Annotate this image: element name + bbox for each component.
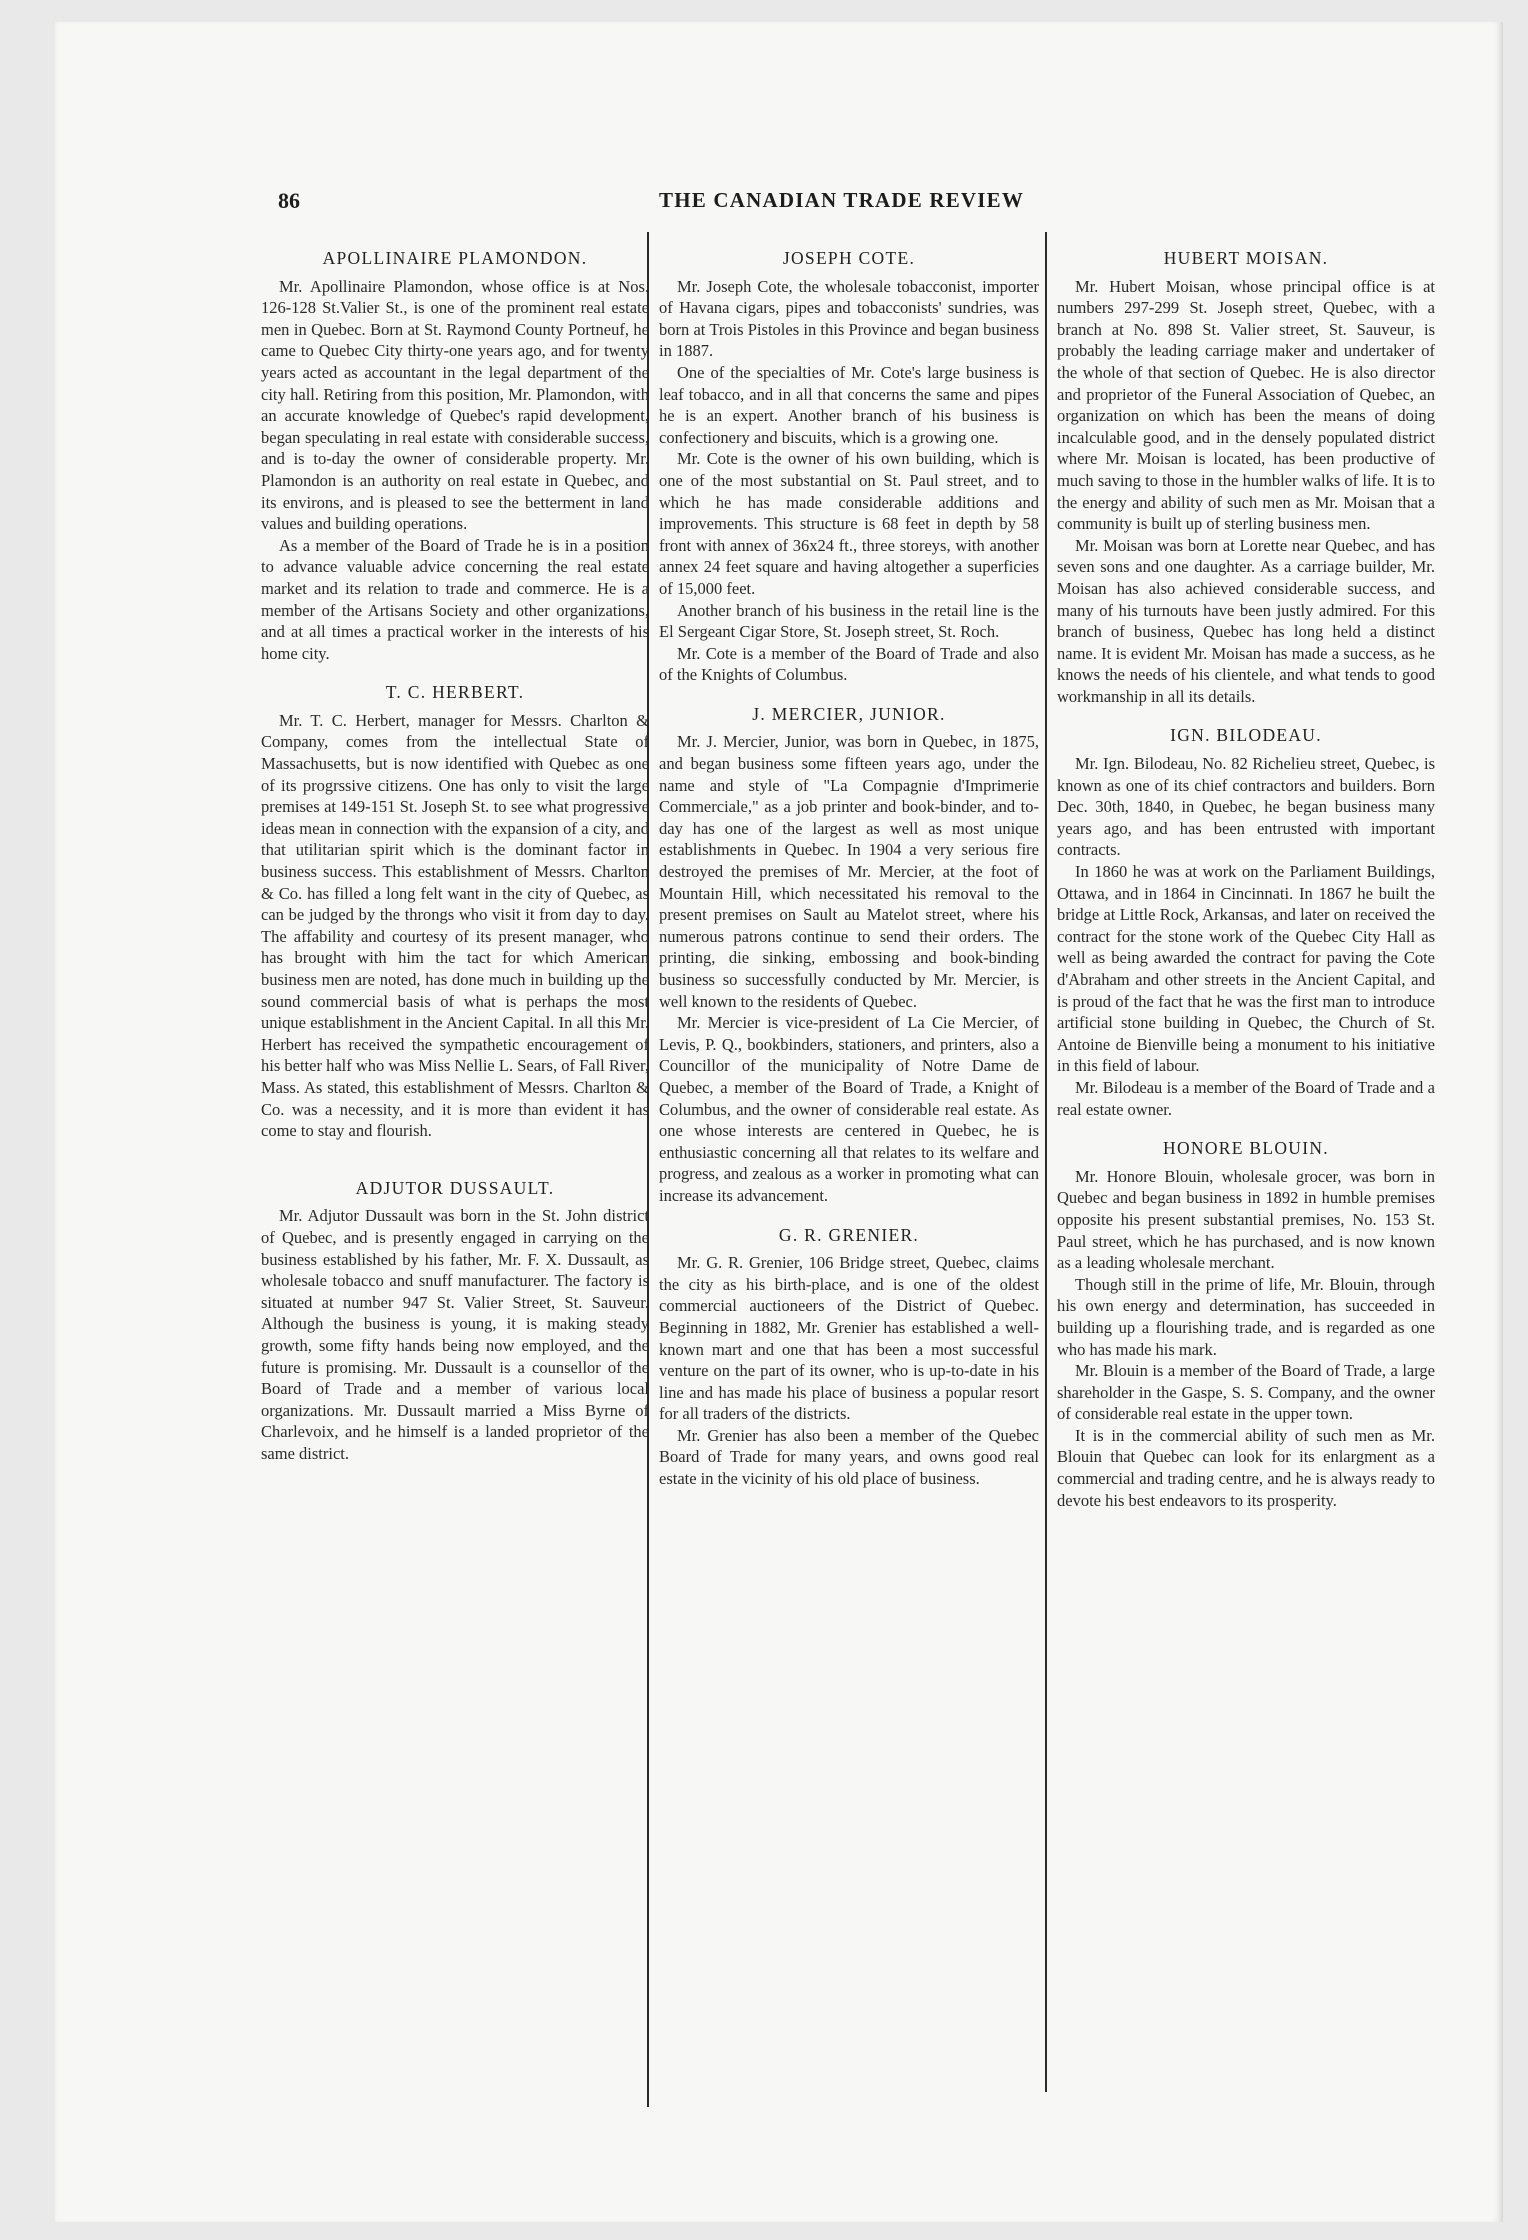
article-plamondon <box>261 248 649 664</box>
article-paragraph: Mr. Joseph Cote, the wholesale tobacconist, importer of Havana cigars, pipes and tobacconists' sundries, was born at Trois Pistoles in this Province and began business in 1887. <box>659 276 1039 361</box>
article-heading: ADJUTOR DUSSAULT. <box>355 1177 555 1198</box>
article-paragraph: Mr. Cote is the owner of his own building, which is one of the most substantial on St. Paul street, and to which he has made considerable additions and improvements. This structure is 68 feet in depth by 58 front with annex of 36x24 ft., three storeys, with another annex 24 feet square and having altogether a superficies of 15,000 feet. <box>659 449 1039 598</box>
column-1 <box>261 248 649 1482</box>
article-paragraph: Mr. Blouin is a member of the Board of Trade, a large shareholder in the Gaspe, S. S. Company, and the owner of considerable real estate in the upper town. <box>1057 1361 1435 1424</box>
article-paragraph: Though still in the prime of life, Mr. Blouin, through his own energy and determination, has succeeded in building up a flourishing trade, and is regarded as one who has made his mark. <box>1057 1274 1435 1359</box>
article-heading: T. C. HERBERT. <box>385 682 525 703</box>
article-paragraph: Mr. Mercier is vice-president of La Cie Mercier, of Levis, P. Q., bookbinders, stationers, and printers, also a Councillor of the municipality of Notre Dame de Quebec, a member of the Board of Trade, a Knight of Columbus, and the owner of considerable real estate. As one whose interests are centered in Quebec, he is enthusiastic concerning all that relates to its welfare and progress, and zealous as a worker in promoting what can increase its advancement. <box>659 1013 1039 1205</box>
article-paragraph: Mr. J. Mercier, Junior, was born in Quebec, in 1875, and began business some fifteen years ago, under the name and style of "La Compagnie d'Imprimerie Commerciale," as a job printer and book-binder, and to-day has one of the largest as well as most unique establishments in Quebec. In 1904 a very serious fire destroyed the premises of Mr. Mercier, at the foot of Mountain Hill, which necessitated his removal to the present premises on Sault au Matelot street, where his numerous patrons continue to send their orders. The printing, die sinking, embossing and book-binding business so successfully conducted by Mr. Mercier, is well known to the residents of Quebec. <box>659 732 1039 1011</box>
article-herbert <box>261 682 649 1141</box>
article-paragraph: Another branch of his business in the retail line is the El Sergeant Cigar Store, St. Joseph street, St. Roch. <box>659 600 1039 642</box>
article-paragraph: Mr. Honore Blouin, wholesale grocer, was born in Quebec and began business in 1892 in humble premises opposite his present substantial premises, No. 153 St. Paul street, which he has purchased, and is now known as a leading wholesale merchant. <box>1057 1166 1435 1273</box>
article-moisan <box>1057 248 1435 707</box>
newspaper-page <box>53 22 1503 2222</box>
article-mercier <box>659 704 1039 1207</box>
running-head: THE CANADIAN TRADE REVIEW <box>659 188 1025 212</box>
article-grenier <box>659 1225 1039 1490</box>
article-heading: JOSEPH COTE. <box>782 248 916 268</box>
column-3 <box>1057 248 1435 1529</box>
article-heading: HUBERT MOISAN. <box>1163 248 1329 268</box>
article-paragraph: Mr. T. C. Herbert, manager for Messrs. Charlton & Company, comes from the intellectual State of Massachusetts, but is now identified with Quebec as one of its progrssive citizens. One has only to visit the large premises at 149-151 St. Joseph St. to see what progressive ideas mean in connection with the expansion of a city, and that utilitarian spirit which is the dominant factor in business success. This establishment of Messrs. Charlton & Co. has filled a long felt want in the city of Quebec, as can be judged by the throngs who visit it from day to day. The affability and courtesy of its present manager, who has brought with him the tact for which American business men are noted, has done much in building up the sound commercial basis of what is perhaps the most unique establishment in the Ancient Capital. In all this Mr. Herbert has received the sympathetic encouragement of his better half who was Miss Nellie L. Sears, of Fall River, Mass. As stated, this establishment of Messrs. Charlton & Co. was a necessity, and it is more than evident it has come to stay and flourish. <box>261 710 649 1141</box>
article-paragraph: Mr. Moisan was born at Lorette near Quebec, and has seven sons and one daughter. As a carriage builder, Mr. Moisan has also achieved considerable success, and many of his turnouts have been justly admired. For this branch of business, Quebec has long held a distinct name. It is evident Mr. Moisan has made a success, as he knows the needs of his clientele, and what tends to good workmanship in all its details. <box>1057 535 1435 706</box>
page-number: 86 <box>278 188 300 213</box>
article-heading: IGN. BILODEAU. <box>1170 725 1322 746</box>
article-paragraph: Mr. Ign. Bilodeau, No. 82 Richelieu street, Quebec, is known as one of its chief contractors and builders. Born Dec. 30th, 1840, in Quebec, he began business many years ago, and has been entrusted with important contracts. <box>1057 754 1435 860</box>
article-paragraph: Mr. Adjutor Dussault was born in the St. John district of Quebec, and is presently engaged in carrying on the business established by his father, Mr. F. X. Dussault, as wholesale tobacco and snuff manufacturer. The factory is situated at number 947 St. Valier Street, St. Sauveur. Although the business is young, it is making steady growth, some fifty hands being now employed, and the future is promising. Mr. Dussault is a counsellor of the Board of Trade and a member of various local organizations. Mr. Dussault married a Miss Byrne of Charlevoix, and he himself is a landed proprietor of the same district. <box>261 1206 649 1463</box>
article-paragraph: It is in the commercial ability of such men as Mr. Blouin that Quebec can look for its enlargment as a commercial and trading centre, and he is always ready to devote his best endeavors to its prosperity. <box>1057 1425 1435 1510</box>
column-rule <box>1045 232 1047 2092</box>
article-cote <box>659 248 1039 686</box>
article-paragraph: In 1860 he was at work on the Parliament Buildings, Ottawa, and in 1864 in Cincinnati. In 1867 he built the bridge at Little Rock, Arkansas, and later on received the contract for the stone work of the Quebec City Hall as well as being awarded the contract for paving the Cote d'Abraham and other streets in the Ancient Capital, and is proud of the fact that he was the first man to introduce artificial stone building in Quebec, the Church of St. Antoine de Bienville being a monument to his initiative in this field of labour. <box>1057 862 1435 1076</box>
article-heading: HONORE BLOUIN. <box>1163 1138 1329 1159</box>
article-paragraph: Mr. Bilodeau is a member of the Board of Trade and a real estate owner. <box>1057 1077 1435 1119</box>
column-2 <box>659 248 1039 1508</box>
article-blouin <box>1057 1138 1435 1511</box>
article-heading: G. R. GRENIER. <box>778 1224 920 1245</box>
article-paragraph: One of the specialties of Mr. Cote's large business is leaf tobacco, and in all that concerns the same and pipes he is an expert. Another branch of his business is confectionery and biscuits, which is a growing one. <box>659 362 1039 447</box>
article-paragraph: Mr. Cote is a member of the Board of Trade and also of the Knights of Columbus. <box>659 643 1039 685</box>
article-paragraph: Mr. Hubert Moisan, whose principal office is at numbers 297-299 St. Joseph street, Quebec, with a branch at No. 898 St. Valier street, St. Sauveur, is probably the leading carriage maker and undertaker of the whole of that section of Quebec. He is also director and proprietor of the Funeral Association of Quebec, an organization on which has been the means of doing incalculable good, and in the densely populated district where Mr. Moisan is located, has been productive of much saving to those in the humbler walks of life. It is to the energy and ability of such men as Mr. Moisan that a community is built up of sterling business men. <box>1057 276 1435 534</box>
article-paragraph: Mr. Grenier has also been a member of the Quebec Board of Trade for many years, and owns good real estate in the vicinity of his old place of business. <box>659 1425 1039 1489</box>
article-heading: APOLLINAIRE PLAMONDON. <box>322 248 588 268</box>
article-heading: J. MERCIER, JUNIOR. <box>752 703 946 724</box>
article-paragraph: Mr. G. R. Grenier, 106 Bridge street, Quebec, claims the city as his birth-place, and is one of the oldest commercial auctioneers of the District of Quebec. Beginning in 1882, Mr. Grenier has established a well-known mart and one that has been a most successful venture on the part of its owner, who is up-to-date in his line and has made his place of business a popular resort for all traders of the districts. <box>659 1253 1039 1424</box>
article-paragraph: As a member of the Board of Trade he is in a position to advance valuable advice concerning the real estate market and its relation to trade and commerce. He is a member of the Artisans Society and other organizations, and at all times a practical worker in the interests of his home city. <box>261 535 649 663</box>
article-paragraph: Mr. Apollinaire Plamondon, whose office is at Nos. 126-128 St.Valier St., is one of the prominent real estate men in Quebec. Born at St. Raymond County Portneuf, he came to Quebec City thirty-one years ago, and for twenty years acted as accountant in the legal department of the city hall. Retiring from this position, Mr. Plamondon, with an accurate knowledge of Quebec's rapid development, began speculating in real estate with considerable success, and is to-day the owner of considerable property. Mr. Plamondon is an authority on real estate in Quebec, and its environs, and is pleased to see the betterment in land values and building operations. <box>261 276 649 534</box>
article-bilodeau <box>1057 725 1435 1120</box>
article-dussault <box>261 1178 649 1465</box>
